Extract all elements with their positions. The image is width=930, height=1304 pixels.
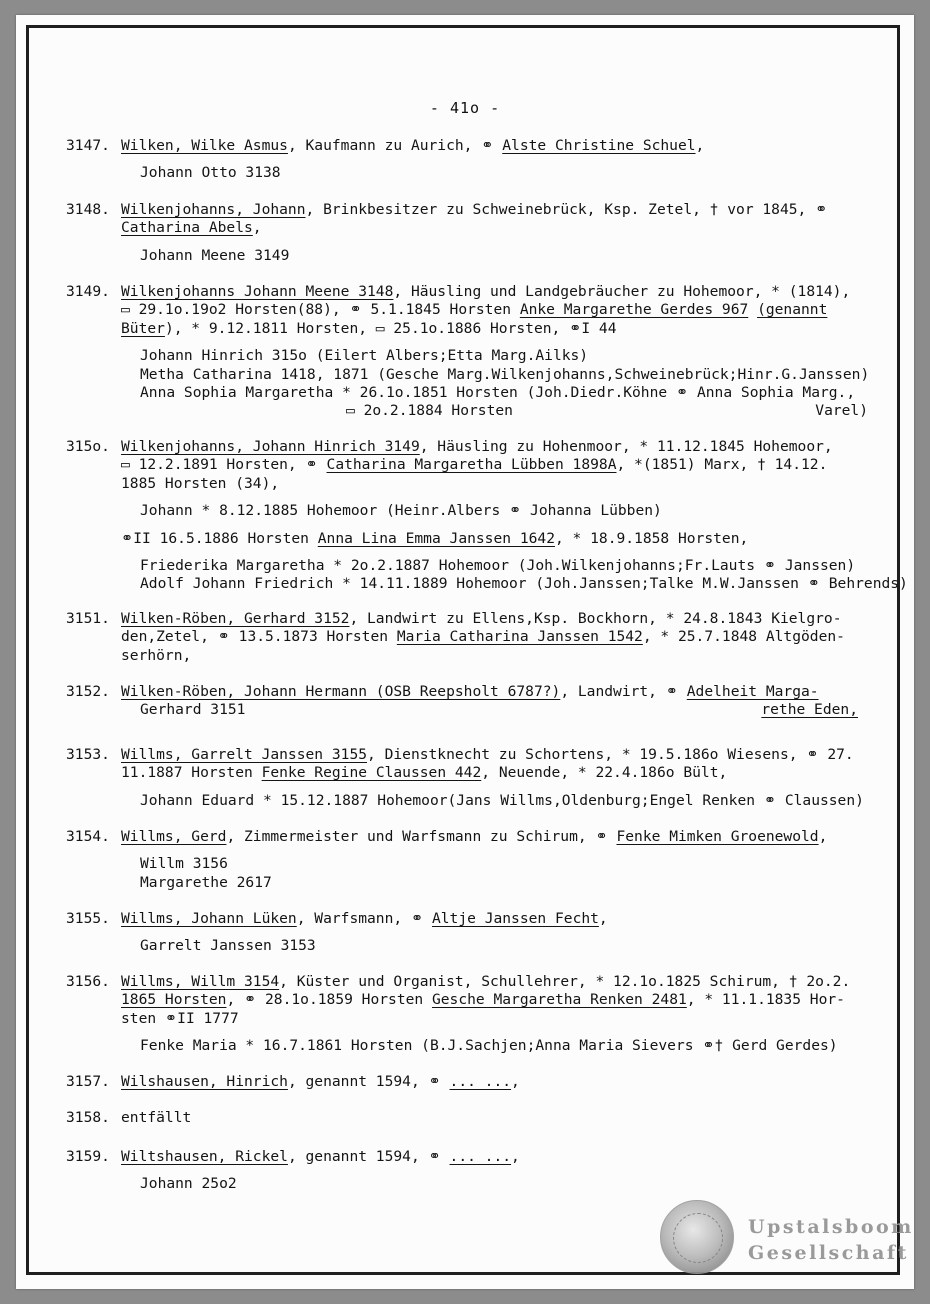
entry-text: , ⚭ 28.1o.1859 Horsten (226, 991, 432, 1009)
entry-text: , Landwirt, ⚭ (560, 683, 687, 700)
spouse-name-cont: rethe Eden, (761, 701, 858, 719)
entry-text: (genannt (757, 301, 828, 319)
entry-3153 (66, 746, 896, 810)
entry-number: 3151. (66, 610, 110, 627)
child-line: Johann 25o2 (140, 1175, 237, 1193)
entry-3151 (66, 610, 896, 665)
entry-3149 (66, 283, 896, 421)
entry-number: 3149. (66, 283, 110, 300)
entry-text: , (511, 1148, 520, 1165)
entry-text: , * 11.1.1835 Hor- (686, 991, 845, 1009)
person-name: Willms, Garrelt Janssen 3155 (121, 746, 368, 763)
entry-number: 3153. (66, 746, 110, 763)
entry-text: , Warfsmann, ⚭ (296, 910, 432, 927)
entry-text: , * 25.7.1848 Altgöden- (642, 628, 845, 646)
entry-number: 3147. (66, 137, 110, 154)
entry-text: , Zimmermeister und Warfsmann zu Schirum, ⚭ (226, 828, 617, 845)
entry-text: ▭ 29.1o.19o2 Horsten(88), ⚭ 5.1.1845 Horsten (121, 301, 520, 319)
entry-3158 (66, 1109, 896, 1127)
entry-text (748, 301, 757, 318)
spouse-name: ... ... (449, 1073, 512, 1090)
entry-number: 3156. (66, 973, 110, 990)
entry-text: , (598, 910, 608, 927)
spouse-name: ... ... (449, 1148, 512, 1165)
entry-text: , Häusling zu Hohenmoor, * 11.12.1845 Hohemoor, (419, 438, 833, 455)
entry-number: 315o. (66, 438, 110, 455)
child-line: Johann Otto 3138 (140, 164, 281, 182)
child-line: Johann Meene 3149 (140, 246, 290, 264)
child-line: Johann * 8.12.1885 Hohemoor (Heinr.Albers ⚭ Johanna Lübben) (140, 502, 662, 520)
entry-text: , (252, 219, 262, 237)
entry-text: serhörn, (121, 646, 192, 664)
entry-text: 11.1887 Horsten (121, 764, 262, 782)
entry-text: , (511, 1073, 520, 1090)
spouse-name: Catharina Margaretha Lübben 1898A (326, 456, 617, 474)
entry-text: , (818, 828, 828, 845)
entry-3148 (66, 201, 896, 265)
entry-text: , Dienstknecht zu Schortens, * 19.5.186o Wiesens, ⚭ 27. (367, 746, 854, 763)
entry-number: 3159. (66, 1148, 110, 1165)
watermark-line1: Upstalsboom (748, 1216, 914, 1238)
spouse-name: Alste Christine Schuel (502, 137, 696, 154)
spouse-name: Maria Catharina Janssen 1542 (396, 628, 643, 646)
entry-3154 (66, 828, 896, 892)
entry-text: , * 18.9.1858 Horsten, (554, 529, 749, 547)
person-name: Wilkenjohanns, Johann Hinrich 3149 (121, 438, 420, 455)
entry-3150 (66, 438, 908, 594)
entry-text: entfällt (121, 1109, 192, 1126)
entry-text: ⚭II 16.5.1886 Horsten (121, 529, 318, 547)
entry-text: , genannt 1594, ⚭ (287, 1148, 450, 1165)
spouse-name: Anke Margarethe Gerdes 967 (519, 301, 749, 319)
entry-3155 (66, 910, 896, 956)
child-line: Margarethe 2617 (140, 873, 272, 891)
entry-number: 3152. (66, 683, 110, 700)
person-name: Willms, Willm 3154 (121, 973, 280, 990)
entry-text: Büter (121, 319, 165, 337)
person-name: Willms, Gerd (121, 828, 227, 845)
person-name: Wilkenjohanns, Johann (121, 201, 306, 218)
spouse-name: Gesche Margaretha Renken 2481 (431, 991, 687, 1009)
child-line: Garrelt Janssen 3153 (140, 937, 316, 955)
child-line: Anna Sophia Margaretha * 26.1o.1851 Horsten (Joh.Diedr.Köhne ⚭ Anna Sophia Marg., (140, 383, 856, 401)
entry-text: , Brinkbesitzer zu Schweinebrück, Ksp. Zetel, † vor 1845, ⚭ (305, 201, 828, 218)
entry-text: 1865 Horsten (121, 991, 227, 1009)
spouse-name: Anna Lina Emma Janssen 1642 (317, 529, 555, 547)
entry-number: 3148. (66, 201, 110, 218)
child-line: Willm 3156 (140, 855, 228, 873)
person-name: Willms, Johann Lüken (121, 910, 297, 927)
entry-text: , Häusling und Landgebräucher zu Hohemoor, * (1814), (393, 283, 851, 300)
entry-text: sten ⚭II 1777 (121, 1009, 239, 1027)
entry-text: , Küster und Organist, Schullehrer, * 12.1o.1825 Schirum, † 2o.2. (279, 973, 851, 990)
child-line: Fenke Maria * 16.7.1861 Horsten (B.J.Sachjen;Anna Maria Sievers ⚭† Gerd Gerdes) (140, 1037, 838, 1055)
entry-3147 (66, 137, 896, 183)
person-name: Wilkenjohanns Johann Meene 3148 (121, 283, 394, 300)
spouse-name: Catharina Abels (121, 219, 253, 237)
child-line: Metha Catharina 1418, 1871 (Gesche Marg.Wilkenjohanns,Schweinebrück;Hinr.G.Janssen) (140, 365, 870, 383)
person-name: Wiltshausen, Rickel (121, 1148, 288, 1165)
watermark-line2: Gesellschaft (748, 1242, 909, 1264)
person-name: Wilken-Röben, Gerhard 3152 (121, 610, 350, 627)
entry-number: 3155. (66, 910, 110, 927)
seal-logo-icon (660, 1200, 734, 1274)
child-line: Johann Eduard * 15.12.1887 Hohemoor(Jans Willms,Oldenburg;Engel Renken ⚭ Claussen) (140, 791, 864, 809)
spouse-name: Fenke Mimken Groenewold (616, 828, 819, 845)
child-line: ▭ 2o.2.1884 Horsten (346, 402, 513, 420)
entry-text: ), * 9.12.1811 Horsten, ▭ 25.1o.1886 Horsten, ⚭I 44 (164, 319, 617, 337)
child-line: Johann Hinrich 315o (Eilert Albers;Etta Marg.Ailks) (140, 347, 589, 365)
entry-number: 3154. (66, 828, 110, 845)
entry-text: , Landwirt zu Ellens,Ksp. Bockhorn, * 24.8.1843 Kielgro- (349, 610, 842, 627)
person-name: Wilken-Röben, Johann Hermann (OSB Reepsholt 6787?) (121, 683, 561, 700)
entry-number: 3158. (66, 1109, 110, 1126)
entry-text: , *(1851) Marx, † 14.12. (616, 456, 828, 474)
entry-3152 (66, 683, 896, 720)
spouse-name: Altje Janssen Fecht (431, 910, 599, 927)
entry-text: , Kaufmann zu Aurich, ⚭ (287, 137, 503, 154)
entry-3159 (66, 1148, 896, 1194)
person-name: Wilken, Wilke Asmus (121, 137, 288, 154)
child-line: Adolf Johann Friedrich * 14.11.1889 Hohemoor (Joh.Janssen;Talke M.W.Janssen ⚭ Behrends) (140, 575, 908, 593)
spouse-name: Adelheit Marga- (686, 683, 819, 700)
spouse-name: Fenke Regine Claussen 442 (261, 764, 482, 782)
entry-3157 (66, 1073, 896, 1091)
entry-text: ▭ 12.2.1891 Horsten, ⚭ (121, 456, 327, 474)
entry-text: den,Zetel, ⚭ 13.5.1873 Horsten (121, 628, 397, 646)
child-line-end: Varel) (815, 402, 868, 420)
entry-text: , genannt 1594, ⚭ (287, 1073, 450, 1090)
entry-text: , (695, 137, 705, 154)
child-line: Gerhard 3151 (140, 701, 246, 719)
entry-text: 1885 Horsten (34), (121, 474, 280, 492)
page-number: - 41o - (429, 99, 501, 117)
entry-3156 (66, 973, 896, 1056)
entry-number: 3157. (66, 1073, 110, 1090)
entry-text: , Neuende, * 22.4.186o Bült, (481, 764, 728, 782)
person-name: Wilshausen, Hinrich (121, 1073, 288, 1090)
child-line: Friederika Margaretha * 2o.2.1887 Hohemoor (Joh.Wilkenjohanns;Fr.Lauts ⚭ Janssen) (140, 556, 856, 574)
